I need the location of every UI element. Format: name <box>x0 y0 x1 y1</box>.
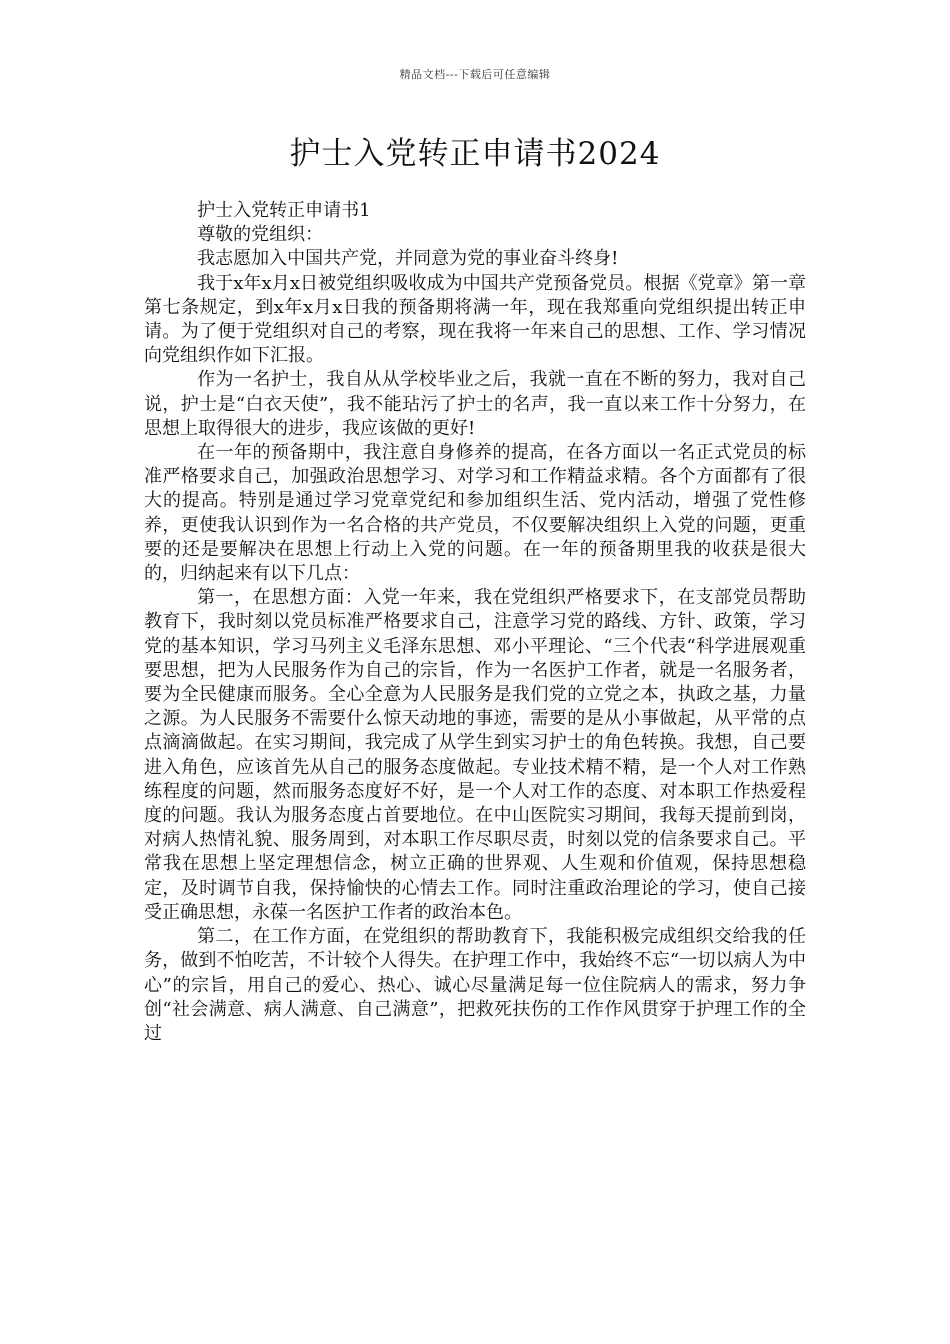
salutation: 尊敬的党组织： <box>197 224 324 246</box>
body-paragraph: 第二，在工作方面，在党组织的帮助教育下，我能积极完成组织交给我的任务，做到不怕吃苦，不计较个人得失。在护理工作中，我始终不忘“一切以病人为中心”的宗旨，用自己的爱心、热心、诚心尽量满足每一位住院病人的需求，努力争创“社会满意、病人满意、自己满意”，把救死扶伤的工作作风贯穿于护理工作的全过 <box>144 926 806 1044</box>
body-paragraph: 在一年的预备期中，我注意自身修养的提高，在各方面以一名正式党员的标准严格要求自己，加强政治思想学习、对学习和工作精益求精。各个方面都有了很大的提高。特别是通过学习党章党纪和参加组织生活、党内活动，增强了党性修养，更使我认识到作为一名合格的共产党员，不仅要解决组织上入党的问题，更重要的还是要解决在思想上行动上入党的问题。在一年的预备期里我的收获是很大的，归纳起来有以下几点： <box>144 442 806 585</box>
body-paragraph: 作为一名护士，我自从从学校毕业之后，我就一直在不断的努力，我对自己说，护士是“白衣天使”，我不能玷污了护士的名声，我一直以来工作十分努力，在思想上取得很大的进步，我应该做的更好! <box>144 369 806 439</box>
pledge-paragraph: 我志愿加入中国共产党，并同意为党的事业奋斗终身! <box>197 248 619 270</box>
document-body <box>144 199 806 1046</box>
page-header-note: 精品文档---下载后可任意编辑 <box>399 68 551 81</box>
section-heading: 护士入党转正申请书1 <box>197 200 371 221</box>
body-paragraph: 第一，在思想方面：入党一年来，我在党组织严格要求下，在支部党员帮助教育下，我时刻以党员标准严格要求自己，注意学习党的路线、方针、政策，学习党的基本知识，学习马列主义毛泽东思想、邓小平理论、“三个代表“科学进展观重要思想，把为人民服务作为自己的宗旨，作为一名医护工作者，就是一名服务者，要为全民健康而服务。全心全意为人民服务是我们党的立党之本，执政之基，力量之源。为人民服务不需要什么惊天动地的事迹，需要的是从小事做起，从平常的点点滴滴做起。在实习期间，我完成了从学生到实习护士的角色转换。我想，自己要进入角色，应该首先从自己的服务态度做起。专业技术精不精，是一个人对工作熟练程度的问题，然而服务态度好不好，是一个人对工作的态度、对本职工作热爱程度的问题。我认为服务态度占首要地位。在中山医院实习期间，我每天提前到岗，对病人热情礼貌、服务周到，对本职工作尽职尽责，时刻以党的信条要求自己。平常我在思想上坚定理想信念，树立正确的世界观、人生观和价值观，保持思想稳定，及时调节自我，保持愉快的心情去工作。同时注重政治理论的学习，使自己接受正确思想，永葆一名医护工作者的政治本色。 <box>144 587 806 923</box>
body-paragraph: 我于x年x月x日被党组织吸收成为中国共产党预备党员。根据《党章》第一章第七条规定，到x年x月x日我的预备期将满一年，现在我郑重向党组织提出转正申请。为了便于党组织对自己的考察，现在我将一年来自己的思想、工作、学习情况向党组织作如下汇报。 <box>144 272 806 367</box>
document-title: 护士入党转正申请书2024 <box>289 136 661 172</box>
